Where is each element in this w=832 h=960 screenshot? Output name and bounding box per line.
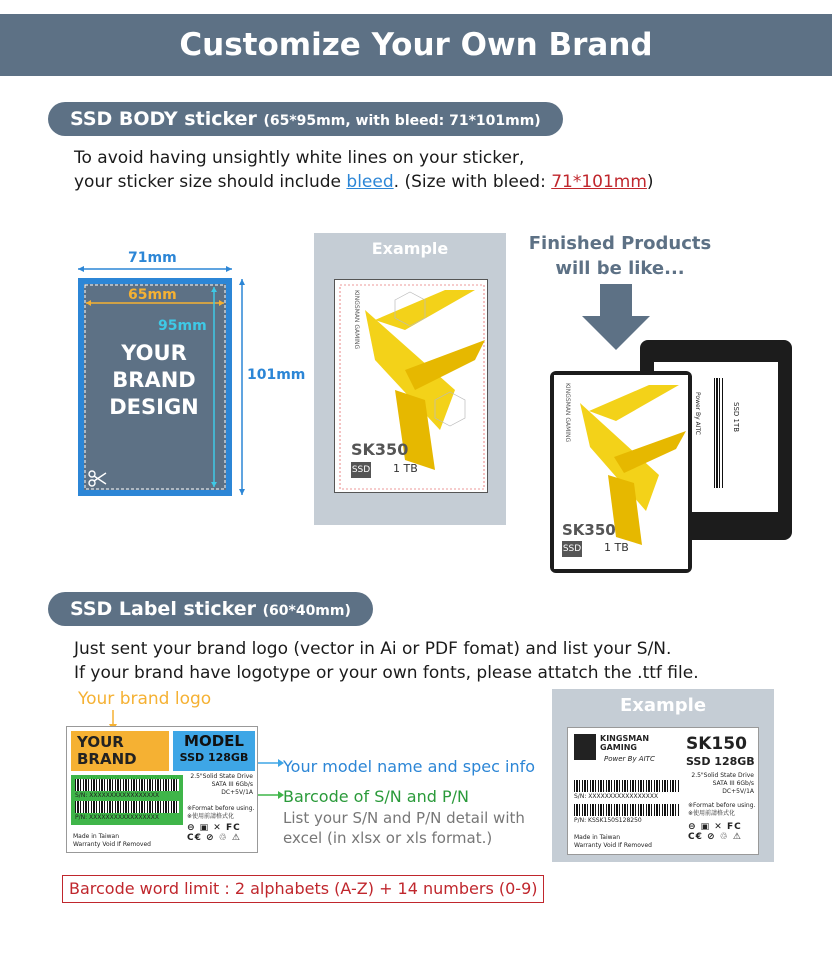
body-line-1: To avoid having unsightly white lines on your sticker, (74, 148, 525, 168)
label-pill-sub: (60*40mm) (262, 603, 351, 619)
model-title: MODEL (184, 732, 244, 750)
brand-design-text (84, 340, 224, 421)
label-template (66, 726, 258, 853)
body-example-title: Example (371, 239, 449, 258)
body-sticker-pill (48, 102, 563, 136)
label-example-title: Example (619, 695, 707, 716)
ex-format (688, 802, 755, 818)
ssd-front (550, 371, 692, 573)
cert-icons: ⊖ ▣ ✕ FC C€ ⊘ ♲ ⚠ (187, 823, 241, 843)
label-sticker-pill (48, 592, 373, 626)
label-example-panel (552, 689, 774, 862)
design-line-1: YOUR (121, 341, 187, 365)
barcode-limit-note: Barcode word limit : 2 alphabets (A-Z) + 14 numbers (0-9) (62, 875, 544, 903)
ex-format-2: ※使用前請格式化 (688, 810, 736, 817)
kingsman-logo-icon (574, 734, 596, 760)
design-line-3: DESIGN (109, 395, 199, 419)
body-line-2 (74, 170, 774, 194)
ex-spec-3: DC+5V/1A (722, 788, 754, 795)
annotation-arrows (258, 755, 284, 805)
your-brand-box (71, 731, 169, 771)
sticker-ssd-badge: SSD (351, 462, 371, 478)
ex-spec-1: 2.5"Solid State Drive (691, 772, 754, 779)
model-box (173, 731, 255, 771)
ex-spec (688, 772, 754, 796)
page-banner: Customize Your Own Brand (0, 14, 832, 76)
back-barcode (714, 378, 724, 488)
dim-95: 95mm (158, 318, 207, 334)
barcode-annotation: Barcode of S/N and P/N (283, 787, 469, 806)
ex-made-in: Made in Taiwan (574, 834, 621, 841)
body-example-panel (314, 233, 506, 525)
pn-barcode (75, 801, 179, 813)
pill-main-text: SSD BODY sticker (70, 108, 257, 130)
made-warranty (73, 833, 151, 849)
ex-cert-icons: ⊖ ▣ ✕ FC C€ ⊘ ♲ ⚠ (688, 822, 742, 842)
dim-71: 71mm (128, 250, 177, 266)
back-power: Power By AITC (694, 392, 701, 435)
ex-made-warranty (574, 834, 652, 850)
list-annot-2: excel (in xlsx or xls format.) (283, 829, 493, 847)
back-model: SSD 1TB (732, 402, 740, 433)
sticker-capacity: 1 TB (393, 462, 418, 475)
list-annot-1: List your S/N and P/N detail with (283, 809, 525, 827)
label-instructions (74, 637, 814, 685)
sn-barcode (75, 779, 179, 791)
ex-pn: P/N: KSSK150S128250 (574, 817, 642, 824)
sn-text: S/N: XXXXXXXXXXXXXXXXX (75, 792, 160, 799)
ex-brand: KINGSMAN GAMING (600, 734, 650, 752)
bleed-link[interactable]: bleed (346, 172, 394, 192)
format-text (187, 805, 254, 821)
list-annotation (283, 808, 525, 848)
model-sub: SSD 128GB (179, 751, 249, 764)
sticker-brand: KINGSMAN GAMING (353, 290, 360, 350)
example-sticker (334, 279, 488, 493)
finished-line-1: Finished Products (528, 233, 712, 254)
label-line-1: Just sent your brand logo (vector in Ai or PDF fomat) and list your S/N. (74, 639, 672, 659)
ex-model: SK150 (686, 734, 747, 754)
barcode-box (71, 775, 183, 825)
label-line-2: If your brand have logotype or your own fonts, please attatch the .ttf file. (74, 663, 699, 683)
label-pill-main: SSD Label sticker (70, 598, 256, 620)
model-annotation: Your model name and spec info (283, 757, 536, 776)
front-capacity: 1 TB (604, 541, 629, 554)
k-logo-graphic-2 (554, 375, 688, 569)
ex-warranty: Warranty Void If Removed (574, 842, 652, 849)
front-ssd-badge: SSD (562, 541, 582, 557)
your-brand-line-1: YOUR (77, 733, 124, 751)
ex-format-1: ※Format before using. (688, 802, 756, 809)
front-brand: KINGSMAN GAMING (564, 383, 571, 443)
example-label (567, 727, 759, 855)
ex-sn-barcode (574, 780, 680, 792)
finished-title (520, 231, 720, 281)
warranty: Warranty Void If Removed (73, 841, 151, 848)
pn-text: P/N: XXXXXXXXXXXXXXXXX (75, 814, 159, 821)
line2-pre: your sticker size should include (74, 172, 347, 192)
format-1: ※Format before using. (187, 805, 255, 812)
logo-annotation: Your brand logo (78, 689, 212, 709)
ex-sn: S/N: XXXXXXXXXXXXXXXXX (574, 793, 659, 800)
finished-line-2: will be like... (555, 258, 685, 279)
pill-sub-text: (65*95mm, with bleed: 71*101mm) (263, 113, 541, 129)
spec-2: SATA III 6Gb/s (211, 781, 253, 788)
ex-spec-2: SATA III 6Gb/s (712, 780, 754, 787)
format-2: ※使用前請格式化 (187, 813, 235, 820)
sticker-model: SK350 (351, 440, 409, 459)
dim-101: 101mm (247, 367, 306, 383)
spec-3: DC+5V/1A (221, 789, 253, 796)
spec-text (187, 773, 253, 797)
ex-pn-barcode (574, 804, 680, 816)
made-in: Made in Taiwan (73, 833, 120, 840)
line2-end: ) (646, 172, 654, 192)
bleed-size: 71*101mm (551, 172, 647, 192)
design-line-2: BRAND (112, 368, 196, 392)
ex-power: Power By AITC (604, 755, 655, 763)
body-instructions (74, 146, 774, 194)
ex-cap: SSD 128GB (686, 755, 755, 768)
dim-65: 65mm (128, 287, 177, 303)
spec-1: 2.5"Solid State Drive (190, 773, 253, 780)
ssd-front-sticker (554, 375, 688, 569)
your-brand-line-2: BRAND (77, 750, 137, 768)
front-model: SK350 (562, 521, 616, 539)
line2-mid: . (Size with bleed: (393, 172, 552, 192)
